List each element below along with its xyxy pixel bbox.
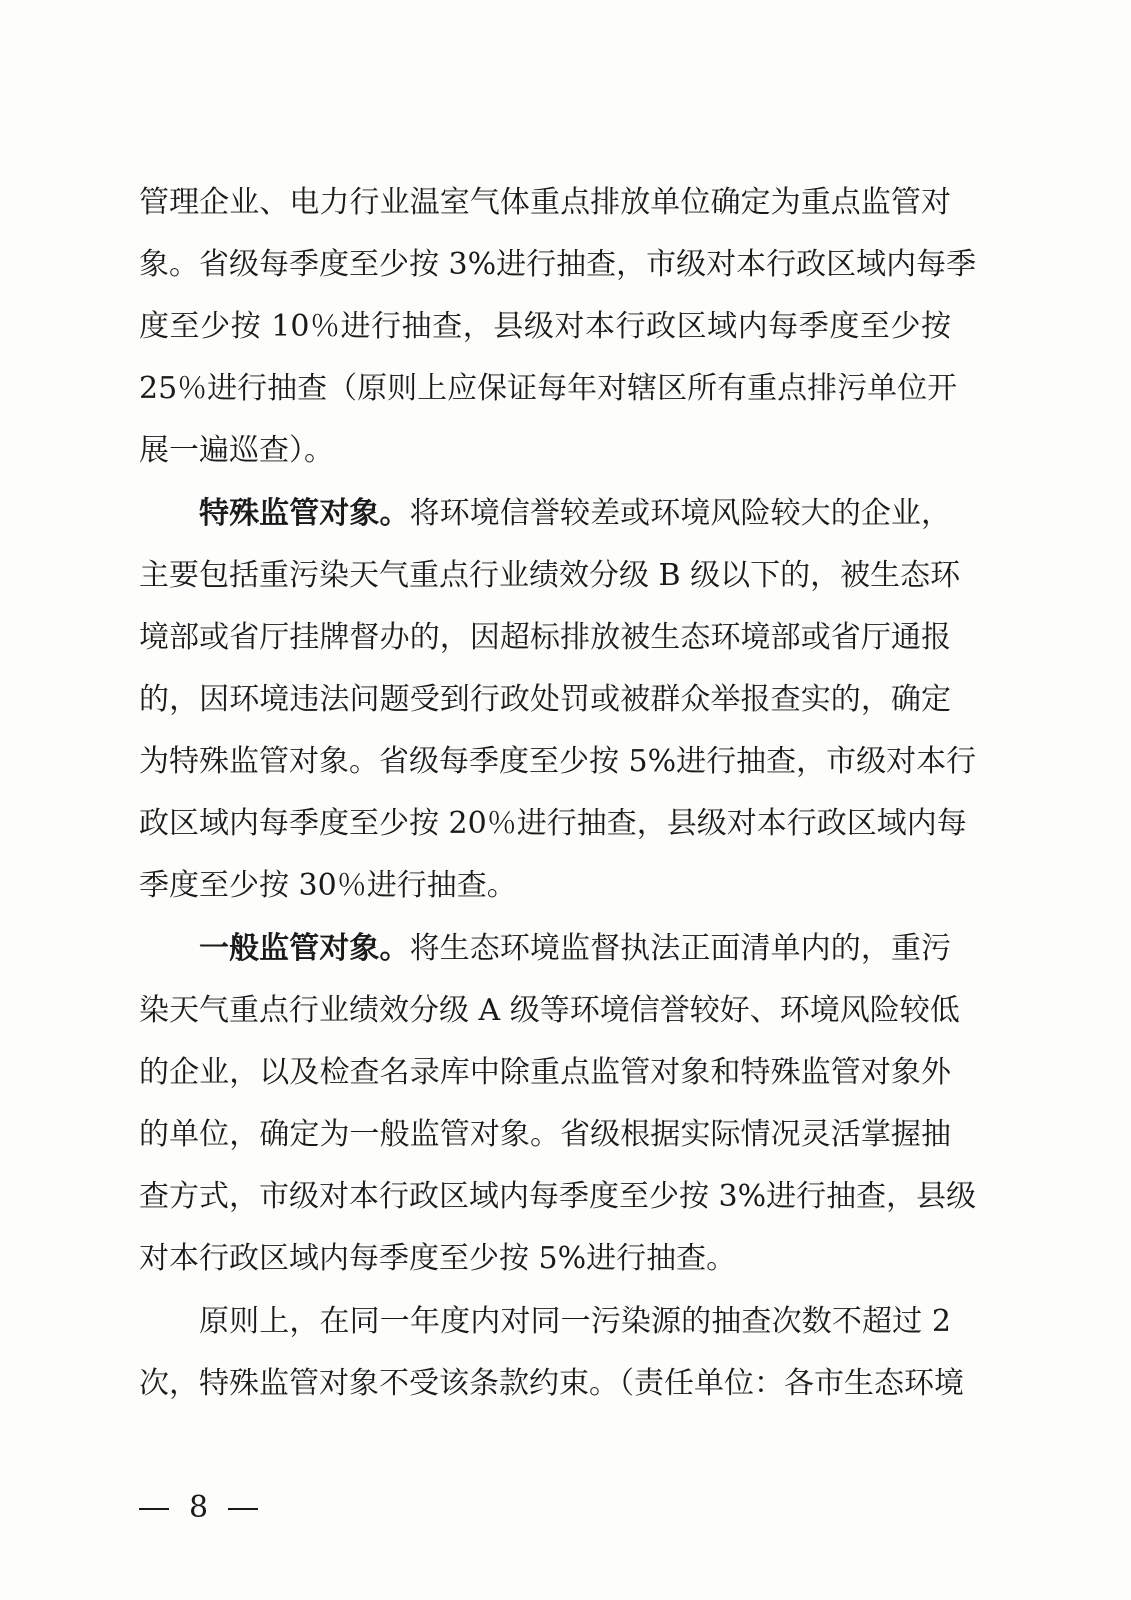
paragraph-2-line-5: 为特殊监管对象。省级每季度至少按 5%进行抽查，市级对本行 xyxy=(139,744,977,779)
page-number-value: 8 xyxy=(189,1490,209,1525)
paragraph-3-line-5: 查方式，市级对本行政区域内每季度至少按 3%进行抽查，县级 xyxy=(139,1179,977,1214)
special-supervision-heading: 特殊监管对象。 xyxy=(199,496,410,531)
paragraph-2-line-2: 主要包括重污染天气重点行业绩效分级 B 级以下的，被生态环 xyxy=(139,558,961,593)
paragraph-1-line-1: 管理企业、电力行业温室气体重点排放单位确定为重点监管对 xyxy=(139,185,951,220)
page-number-dash-left xyxy=(139,1508,169,1510)
paragraph-1-line-3: 度至少按 10％进行抽查，县级对本行政区域内每季度至少按 xyxy=(139,309,951,344)
paragraph-4-line-1: 原则上，在同一年度内对同一污染源的抽查次数不超过 2 xyxy=(199,1304,951,1339)
paragraph-2-line-1-text: 将环境信誉较差或环境风险较大的企业， xyxy=(409,496,952,531)
paragraph-1-line-5: 展一遍巡查）。 xyxy=(139,433,334,468)
paragraph-2-line-7: 季度至少按 30％进行抽查。 xyxy=(139,868,517,903)
paragraph-3-line-4: 的单位，确定为一般监管对象。省级根据实际情况灵活掌握抽 xyxy=(139,1117,951,1152)
paragraph-2-line-1 xyxy=(199,489,951,539)
paragraph-4-line-2: 次，特殊监管对象不受该条款约束。（责任单位：各市生态环境 xyxy=(139,1366,964,1401)
paragraph-2-line-4: 的，因环境违法问题受到行政处罚或被群众举报查实的，确定 xyxy=(139,682,951,717)
general-supervision-heading: 一般监管对象。 xyxy=(199,931,410,966)
paragraph-3-line-1 xyxy=(199,924,951,974)
page-number-dash-right xyxy=(228,1508,258,1510)
paragraph-3-line-3: 的企业，以及检查名录库中除重点监管对象和特殊监管对象外 xyxy=(139,1055,951,1090)
paragraph-1-line-2: 象。省级每季度至少按 3%进行抽查，市级对本行政区域内每季 xyxy=(139,247,977,282)
paragraph-3-line-1-text: 将生态环境监督执法正面清单内的，重污 xyxy=(409,931,952,966)
paragraph-2-line-6: 政区域内每季度至少按 20％进行抽查，县级对本行政区域内每 xyxy=(139,806,967,841)
paragraph-3-line-2: 染天气重点行业绩效分级 A 级等环境信誉较好、环境风险较低 xyxy=(139,993,960,1028)
paragraph-2-line-3: 境部或省厅挂牌督办的，因超标排放被生态环境部或省厅通报 xyxy=(139,620,951,655)
page-number xyxy=(139,1483,258,1533)
paragraph-1-line-4: 25％进行抽查（原则上应保证每年对辖区所有重点排污单位开 xyxy=(139,371,958,406)
paragraph-3-line-6: 对本行政区域内每季度至少按 5%进行抽查。 xyxy=(139,1241,737,1276)
